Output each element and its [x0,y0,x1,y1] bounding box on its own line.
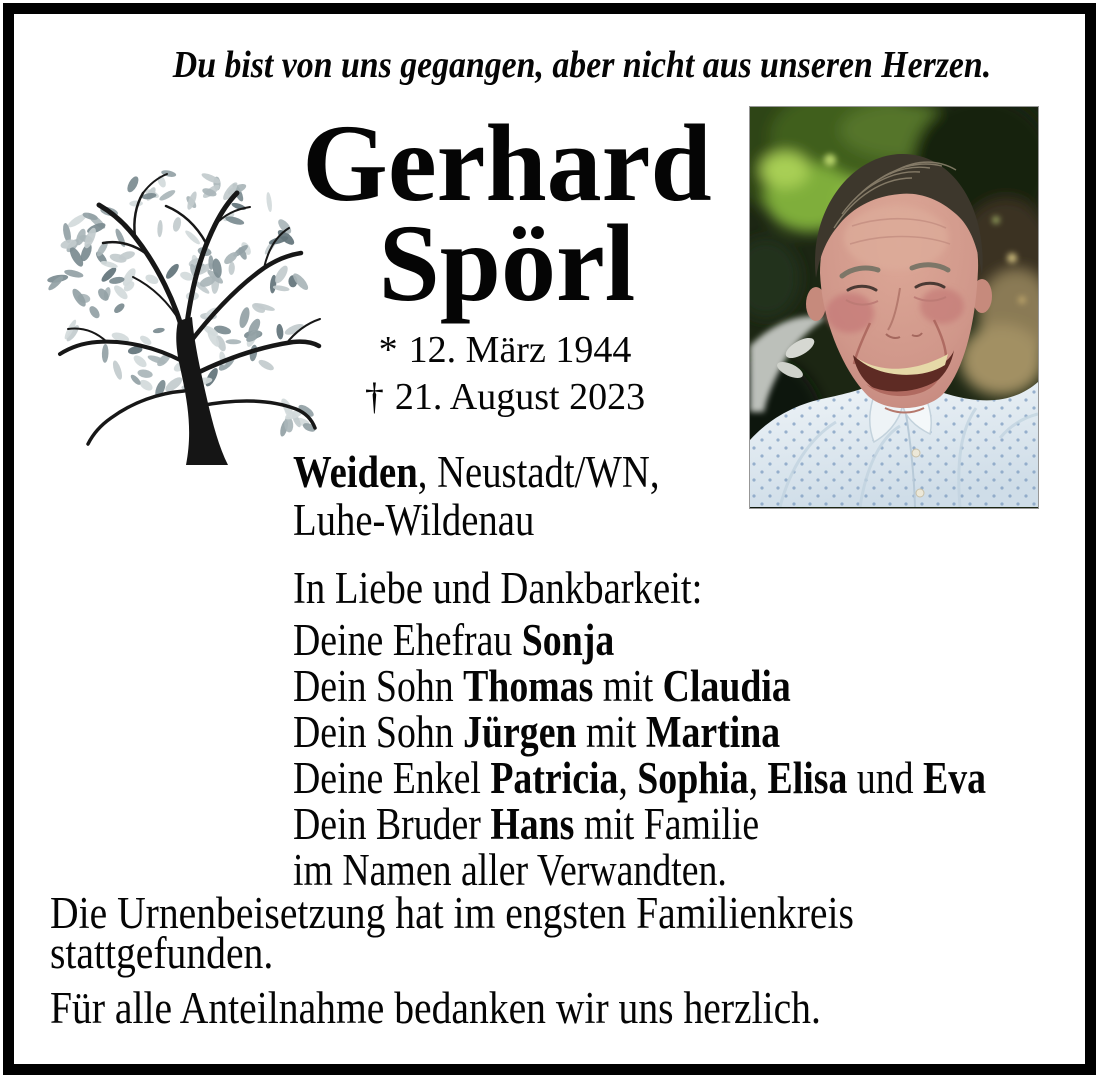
deceased-first-name: Gerhard [302,102,712,224]
thanks-paragraph: Für alle Anteilnahme bedanken wir uns herzlich. [50,983,821,1033]
gratitude-intro: In Liebe und Dankbarkeit: [293,563,703,613]
family-line: Dein Sohn Thomas mit Claudia [293,661,791,711]
deceased-last-name: Spörl [378,202,636,324]
location-line-1: Weiden, Neustadt/WN, [293,447,660,497]
family-line: Dein Sohn Jürgen mit Martina [293,707,781,757]
family-list [293,617,986,893]
deceased-name [257,102,757,324]
burial-notice-paragraph: Die Urnenbeisetzung hat im engsten Familienkreis stattgefunden. [50,888,854,978]
portrait-photo [749,106,1039,509]
location-line-2: Luhe-Wildenau [293,495,535,545]
birth-date-line [255,327,755,374]
death-cross-symbol: † [364,376,384,418]
death-date: 21. August 2023 [394,376,646,418]
location-block [293,448,660,544]
memorial-quote: Du bist von uns gegangen, aber nicht aus unseren Herzen. [172,44,992,86]
life-dates [255,327,755,421]
birth-date: 12. März 1944 [408,329,632,371]
death-date-line [255,374,755,421]
family-line: Deine Enkel Patricia, Sophia, Elisa und Eva [293,753,987,803]
family-line: Deine Ehefrau Sonja [293,615,615,665]
birth-star-symbol: * [378,329,398,371]
family-line: Dein Bruder Hans mit Familie [293,799,760,849]
family-line: im Namen aller Verwandten. [293,845,727,895]
